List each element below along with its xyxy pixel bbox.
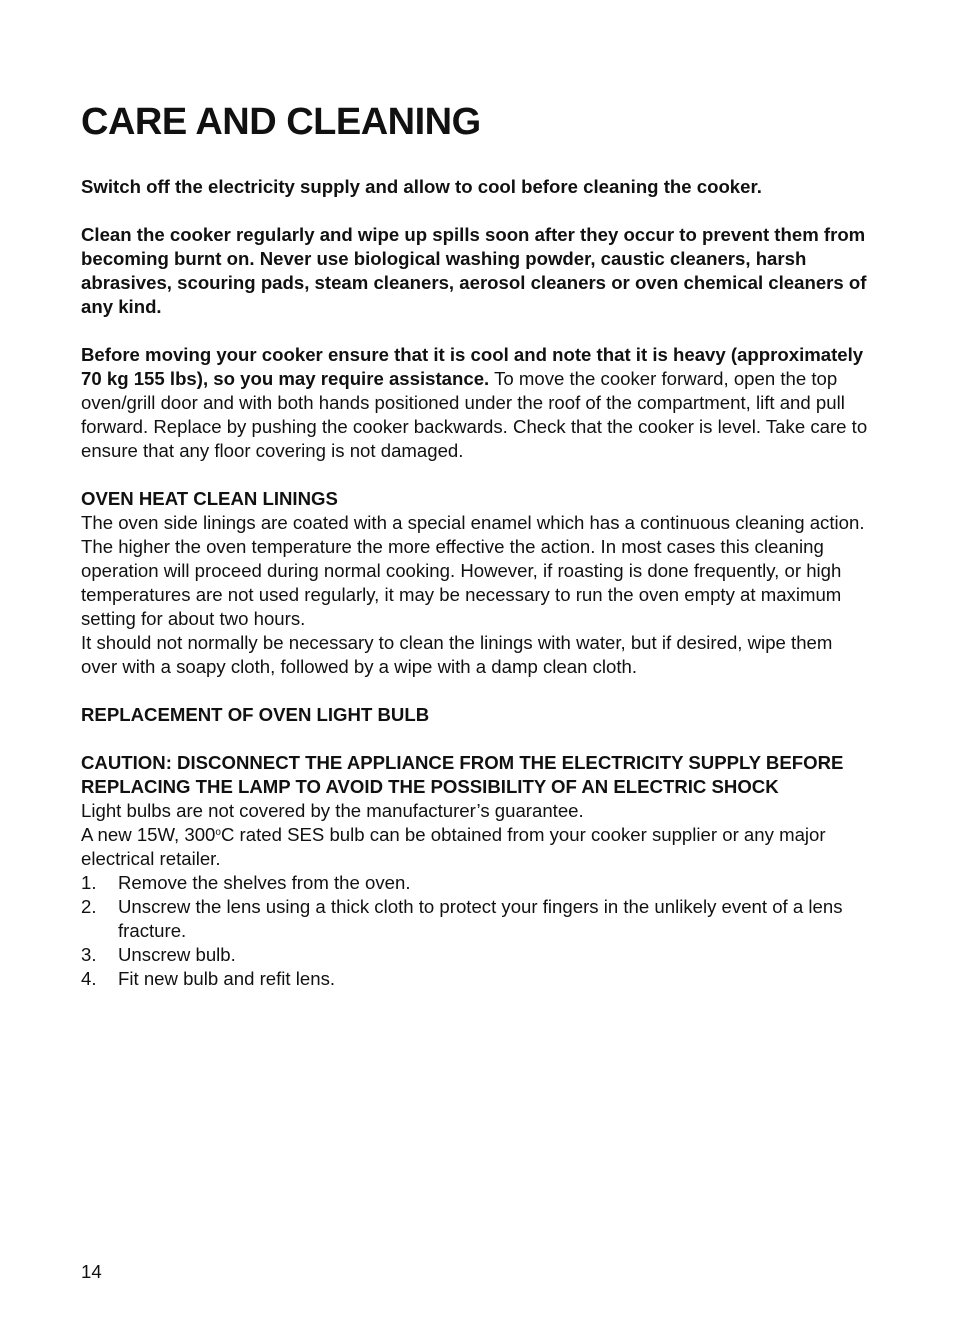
oven-heat-clean-paragraph-2: It should not normally be necessary to clean the linings with water, but if desired, wipe them over with a soapy cloth, followed by a wipe with a damp clean cloth. (81, 632, 833, 677)
bulb-steps-list (81, 871, 871, 991)
step-number: 2. (81, 896, 97, 917)
page-number: 14 (81, 1261, 102, 1282)
step-text: Fit new bulb and refit lens. (118, 968, 336, 989)
list-item (81, 871, 871, 895)
step-number: 1. (81, 872, 97, 893)
list-item (81, 943, 871, 967)
step-text: Unscrew bulb. (118, 944, 236, 965)
oven-heat-clean-paragraph-1: The oven side linings are coated with a special enamel which has a continuous cleaning action. The higher the oven temperature the more effective the action. In most cases this cleaning operation will proceed during normal cooking. However, if roasting is done frequently, or high temperatures are not used regularly, it may be necessary to run the oven empty at maximum setting for about two hours. (81, 512, 865, 629)
step-text: Unscrew the lens using a thick cloth to protect your fingers in the unlikely event of a lens fracture. (118, 896, 843, 941)
guarantee-note: Light bulbs are not covered by the manufacturer’s guarantee. (81, 800, 584, 821)
clean-regularly-warning: Clean the cooker regularly and wipe up spills soon after they occur to prevent them from becoming burnt on. Never use biological washing powder, caustic cleaners, harsh abrasives, scouring pads, steam cleaners, aerosol cleaners or oven chemical cleaners of any kind. (81, 224, 867, 317)
moving-cooker-paragraph (81, 343, 871, 463)
oven-heat-clean-heading: OVEN HEAT CLEAN LININGS (81, 488, 338, 509)
caution-notice: CAUTION: DISCONNECT THE APPLIANCE FROM THE ELECTRICITY SUPPLY BEFORE REPLACING THE LAMP TO AVOID THE POSSIBILITY OF AN ELECTRIC SHOCK (81, 752, 844, 797)
list-item (81, 967, 871, 991)
step-number: 4. (81, 968, 97, 989)
moving-cooker-warning: Before moving your cooker ensure that it is cool and note that it is heavy (approximately 70 kg 155 lbs), so you may require assistance. (81, 344, 864, 389)
step-number: 3. (81, 944, 97, 965)
moving-cooker-instructions: To move the cooker forward, open the top oven/grill door and with both hands positioned under the roof of the compartment, lift and pull forward. Replace by pushing the cooker backwards. Check that the cooker is level. Take care to ensure that any floor covering is not damaged. (81, 368, 868, 461)
switch-off-warning: Switch off the electricity supply and allow to cool before cleaning the cooker. (81, 176, 762, 197)
page-title: CARE AND CLEANING (81, 101, 481, 143)
list-item (81, 895, 871, 943)
degree-symbol: o (215, 827, 221, 838)
bulb-replacement-heading: REPLACEMENT OF OVEN LIGHT BULB (81, 704, 430, 725)
new-bulb-info: A new 15W, 300$^o$C rated SES bulb can be obtained from your cooker supplier or any major electrical retailer. (81, 824, 826, 869)
step-text: Remove the shelves from the oven. (118, 872, 411, 893)
page-content (81, 98, 871, 991)
